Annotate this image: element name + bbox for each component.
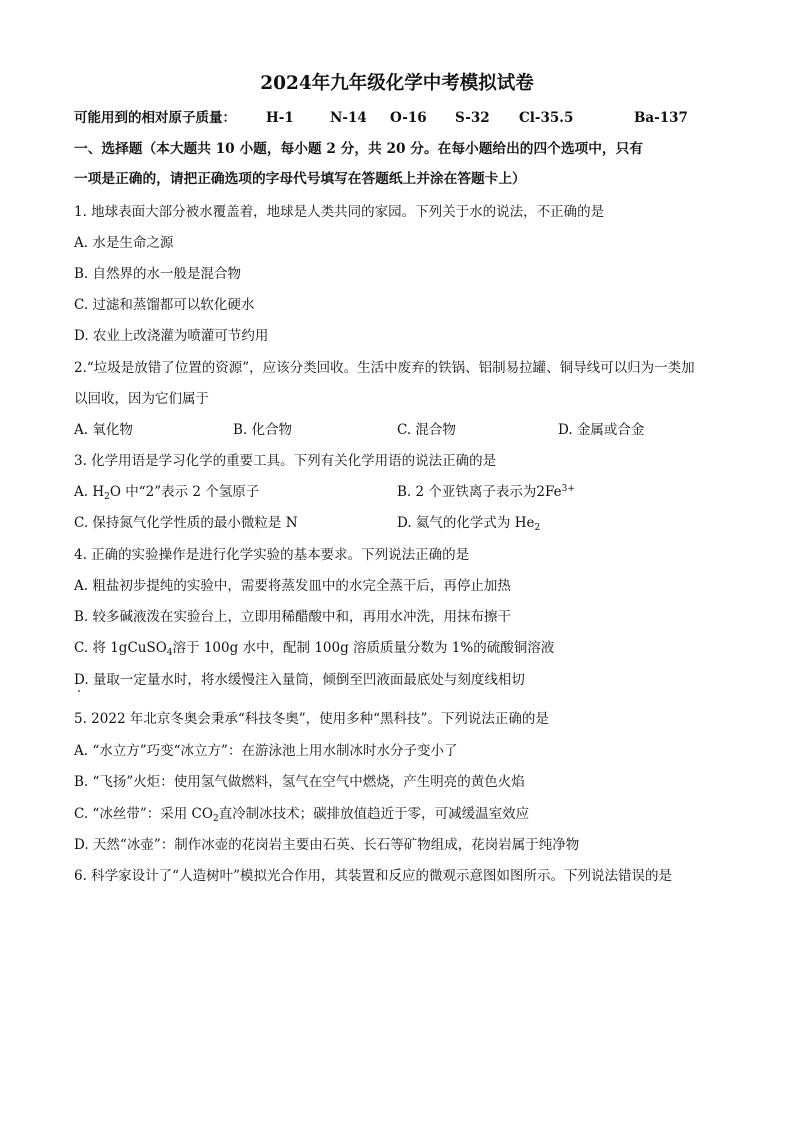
q1-option-c: C. 过滤和蒸馏都可以软化硬水	[74, 297, 255, 313]
q3-d-text: D. 氦气的化学式为 He	[397, 515, 535, 531]
q3-option-c: C. 保持氮气化学性质的最小微粒是 N	[74, 515, 298, 531]
q2-option-d: D. 金属或合金	[558, 422, 645, 438]
q4-option-c	[74, 639, 554, 657]
atomic-mass-o: O-16	[390, 110, 427, 126]
atomic-mass-s: S-32	[455, 110, 490, 126]
q4-option-a: A. 粗盐初步提纯的实验中，需要将蒸发皿中的水完全蒸干后，再停止加热	[74, 578, 511, 594]
q5-option-b: B. “飞扬”火炬：使用氢气做燃料，氢气在空气中燃烧，产生明亮的黄色火焰	[74, 774, 525, 790]
q5-option-d: D. 天然“冰壶”：制作冰壶的花岗岩主要由石英、长石等矿物组成，花岗岩属于纯净物	[74, 837, 580, 853]
q2-option-c: C. 混合物	[397, 422, 456, 438]
q5-option-c	[74, 805, 529, 823]
q3-option-a	[74, 483, 259, 501]
q3-option-d	[397, 514, 540, 532]
q4-option-d: D. 量取一定量水时，将水缓慢注入量筒，倾倒至凹液面最底处与刻度线相切	[74, 672, 525, 688]
q1-option-a: A. 水是生命之源	[74, 235, 174, 251]
q5-c-text-start: C. “冰丝带”：采用 CO	[74, 806, 213, 822]
q3-stem: 3. 化学用语是学习化学的重要工具。下列有关化学用语的说法正确的是	[74, 453, 497, 469]
q6-stem: 6. 科学家设计了“人造树叶”模拟光合作用，其装置和反应的微观示意图如图所示。下列说法错误的是	[74, 868, 672, 884]
q5-c-text-end: 直冷制冰技术；碳排放值趋近于零，可减缓温室效应	[218, 806, 530, 822]
q4-c-subscript: 4	[166, 648, 173, 658]
q2-stem-line2: 以回收，因为它们属于	[74, 391, 209, 407]
q5-stem: 5. 2022 年北京冬奥会秉承“科技冬奥”，使用多种“黑科技”。下列说法正确的是	[74, 711, 549, 727]
q4-option-b: B. 较多碱液泼在实验台上，立即用稀醋酸中和，再用水冲洗，用抹布擦干	[74, 609, 512, 625]
q2-stem-line1: 2.“垃圾是放错了位置的资源”，应该分类回收。生活中废弃的铁锅、铝制易拉罐、铜导线可以归为一类加	[74, 360, 695, 376]
q3-b-superscript: 3+	[561, 484, 575, 494]
q3-option-b	[397, 483, 575, 501]
q3-a-text-end: O 中“2”表示 2 个氢原子	[109, 484, 260, 500]
section-heading-line2: 一项是正确的，请把正确选项的字母代号填写在答题纸上并涂在答题卡上）	[74, 171, 526, 187]
q1-stem: 1. 地球表面大部分被水覆盖着，地球是人类共同的家园。下列关于水的说法，不正确的是	[74, 204, 605, 220]
atomic-mass-h: H-1	[266, 110, 294, 126]
page-title: 2024年九年级化学中考模拟试卷	[260, 73, 534, 94]
q2-option-a: A. 氧化物	[74, 422, 133, 438]
q5-option-a: A. “水立方”巧变“冰立方”：在游泳池上用水制冰时水分子变小了	[74, 743, 458, 759]
q1-option-b: B. 自然界的水一般是混合物	[74, 266, 242, 282]
atomic-mass-label: 可能用到的相对原子质量：	[74, 110, 236, 126]
q3-b-text: B. 2 个亚铁离子表示为2Fe	[397, 484, 562, 500]
atomic-mass-cl: Cl-35.5	[519, 110, 574, 126]
q1-option-d: D. 农业上改浇灌为喷灌可节约用	[74, 328, 269, 344]
atomic-mass-ba: Ba-137	[634, 110, 688, 126]
q2-option-b: B. 化合物	[233, 422, 293, 438]
q5-c-subscript: 2	[212, 814, 219, 824]
stray-dot	[78, 690, 80, 692]
q3-d-subscript: 2	[534, 523, 541, 533]
q4-c-text-start: C. 将 1gCuSO	[74, 640, 167, 656]
q4-stem: 4. 正确的实验操作是进行化学实验的基本要求。下列说法正确的是	[74, 547, 470, 563]
atomic-mass-n: N-14	[330, 110, 367, 126]
q3-a-subscript: 2	[104, 492, 110, 502]
q3-a-text-start: A. H	[74, 484, 105, 500]
section-heading-line1: 一、选择题（本大题共 10 小题，每小题 2 分，共 20 分。在每小题给出的四个选项中，只有	[74, 141, 643, 157]
q4-c-text-end: 溶于 100g 水中，配制 100g 溶质质量分数为 1%的硫酸铜溶液	[172, 640, 555, 656]
